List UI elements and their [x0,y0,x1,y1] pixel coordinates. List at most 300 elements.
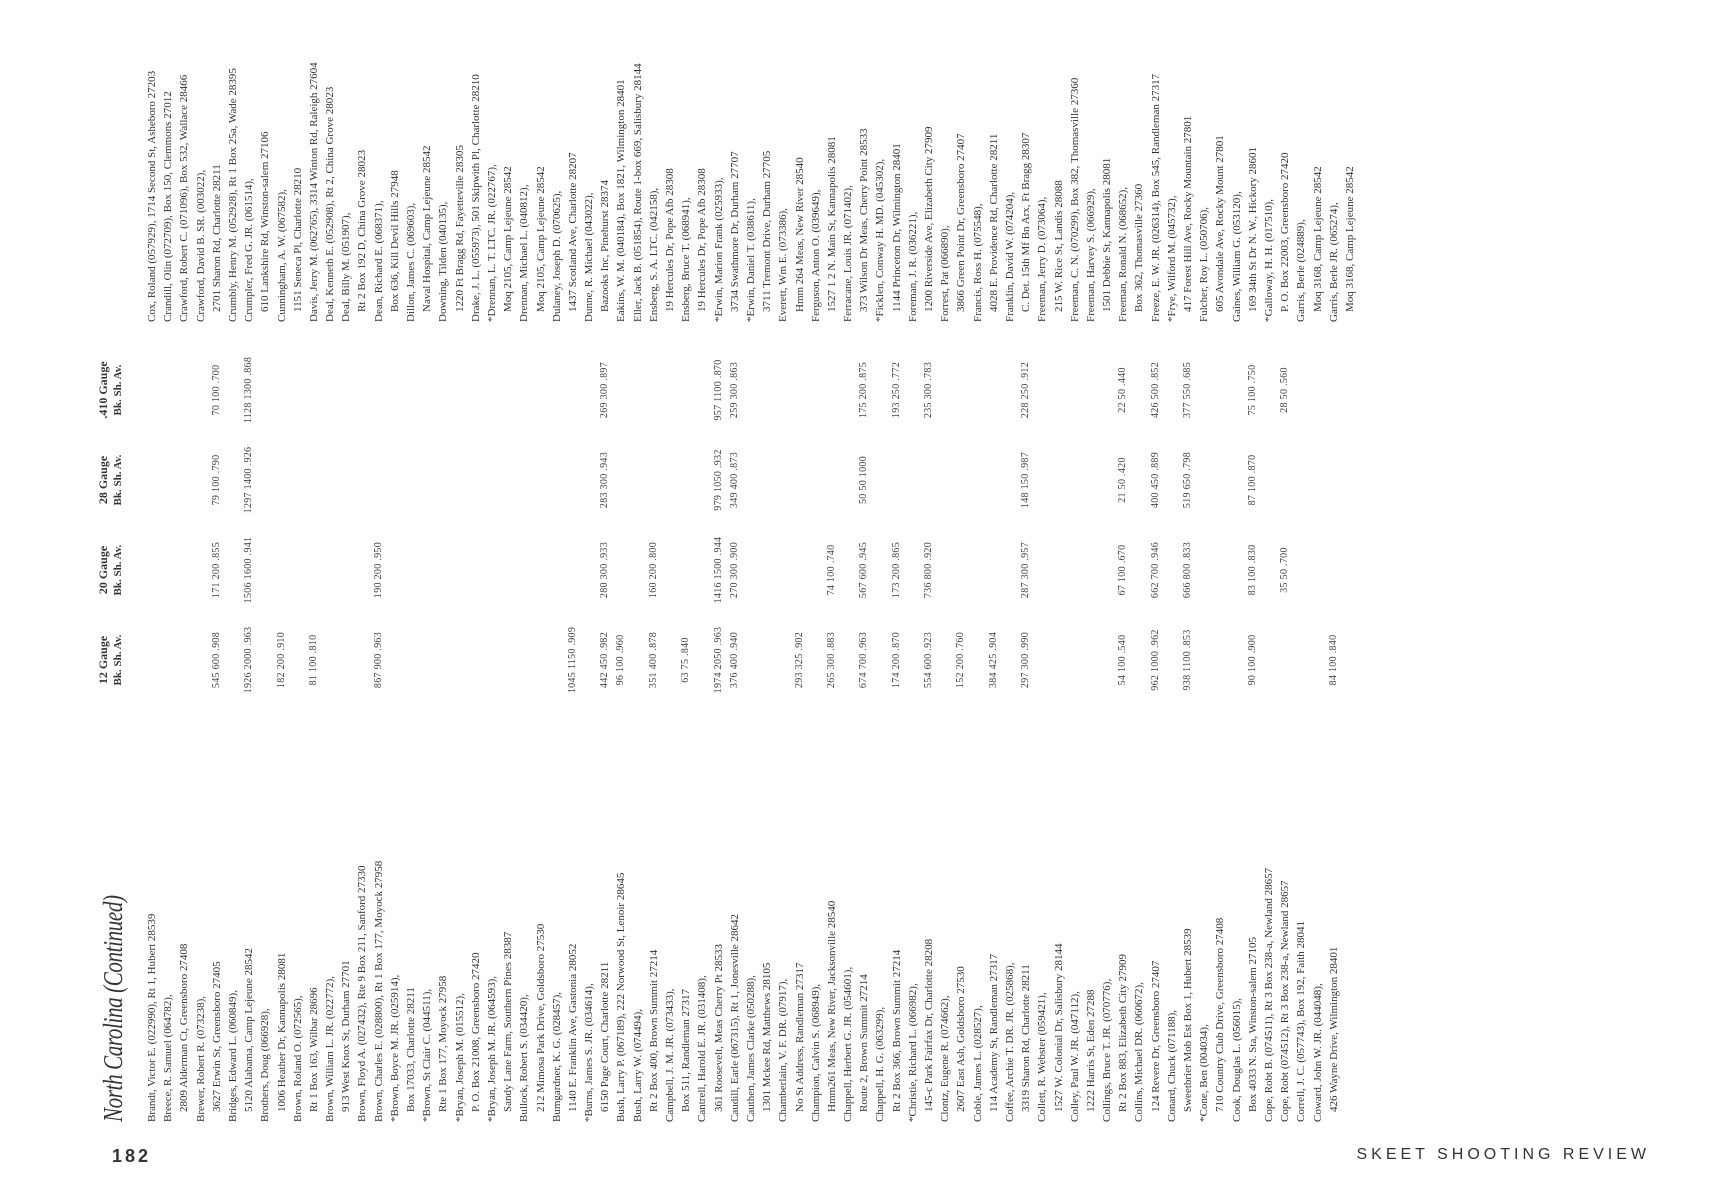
shooter-name: Ensberg, Bruce T. (068941), [680,197,693,322]
shooter-entry-row [209,322,225,1122]
shooter-name: Garris, Berle (024889), [1295,219,1308,322]
shooter-address: Moq 2105, Camp Lejeune 28542 [502,166,515,312]
shooter-name: Bumgardner, K. G. (028457), [550,991,563,1122]
shooter-entry-row [921,322,937,1122]
shooter-entry-row [403,322,419,1122]
shooter-entry-row [727,0,743,322]
score-12-gauge: 351 400 .878 [647,631,659,689]
shooter-entry-row [1148,322,1164,1122]
shooter-entry-row [662,0,678,322]
score-28-gauge: 1297 1400 .926 [243,446,255,514]
shooter-name: Dulaney, Joseph D. (070625), [550,190,563,322]
shooter-entry-row [387,0,403,322]
shooter-name: Crumbly, Henry M. (052928), Rt 1 Box 25a, Wade 28395 [226,68,239,322]
shooter-entry-row [937,322,953,1122]
shooter-address: 3627 Erwin St, Greensboro 27405 [210,961,223,1112]
shooter-entry-row [306,322,322,1122]
shooter-entry-row [176,0,192,322]
shooter-entry-row [889,0,905,322]
score-28-gauge: 979 1050 .932 [712,449,724,511]
shooter-entry-row [597,322,613,1122]
score-28-gauge: 79 100 .790 [210,454,222,506]
score-410-gauge: 228 250 .912 [1020,361,1032,419]
shooter-entry-row [1131,0,1147,322]
shooter-address: 215 W. Rice St, Landis 28088 [1052,180,1065,312]
shooter-entry-row [144,0,160,322]
shooter-entry-row [856,0,872,322]
shooter-entry-row [1310,322,1326,1122]
shooter-address: Box 636, Kill Devil Hills 27948 [388,170,401,312]
shooter-name: *Bryan, Joseph M. JR. (064593), [485,975,498,1122]
shooter-name: Freeze, E. W. JR. (026314), Box 545, Randleman 27317 [1149,73,1162,322]
shooter-entry-row [241,0,257,322]
shooter-entry-row [371,0,387,322]
shooter-address: C. Det. 15th Mf Bn Arx, Ft Bragg 28307 [1020,132,1033,312]
score-410-gauge: 259 300 .863 [728,361,740,419]
shooter-address: 19 Hercules Dr, Pope Afb 28308 [696,168,709,312]
score-20-gauge: 280 300 .933 [599,541,611,599]
shooter-name: *Burns, James S. JR. (034614), [583,983,596,1122]
shooter-entry-row [403,0,419,322]
shooter-entry-row [630,0,646,322]
shooter-name: Colley, Paul W. JR. (047112), [1068,991,1081,1122]
shooter-address: Rt 2 Box 192 D, China Grove 28023 [356,150,369,312]
shooter-name: Brandt, Victor E. (022990), Rt 1, Hubert 28539 [146,913,158,1122]
score-20-gauge: 35 50 .700 [1279,547,1291,593]
shooter-name: Gaines, William G. (053120), [1230,191,1243,322]
gauge-header-12: 12 Gauge Bk. Sh. Av. [96,634,124,686]
shooter-entry-row [274,0,290,322]
shooter-address: 6150 Page Court, Charlotte 28211 [599,961,612,1112]
shooter-name: Dunne, R. Michael (043022), [583,192,596,322]
score-20-gauge: 1416 1500 .944 [712,536,724,604]
gauge-header-410: .410 Gauge Bk. Sh. Av. [96,361,124,419]
shooter-entry-row [1067,0,1083,322]
score-12-gauge: 84 100 .840 [1327,634,1339,686]
shooter-entry-row [1277,0,1293,322]
shooter-entry-row [160,322,176,1122]
shooter-entry-row [953,322,969,1122]
shooter-entry-row [484,322,500,1122]
shooter-entry-row [646,322,662,1122]
shooter-address: 145-c Park Fairfax Dr, Charlotte 28208 [923,938,935,1112]
shooter-name: *Erwin, Marion Frank (025933), [712,177,725,322]
shooter-address: 426 Wayne Drive, Wilmington 28401 [1327,946,1340,1112]
shooter-entry-row [241,322,257,1122]
shooter-name: Foreman, J. R. (036221), [906,211,919,322]
shooter-entry-row [549,0,565,322]
shooter-name: Cope, Robt B. (074511), Rt 3 Box 238-a, Newland 28657 [1262,867,1275,1122]
shooter-address: 417 Forest Hill Ave, Rocky Mountain 27801 [1182,115,1194,312]
shooter-entry-row [1115,322,1131,1122]
score-12-gauge: 674 700 .963 [858,631,870,689]
shooter-name: *Galloway, H. H. (017510), [1262,198,1275,322]
shooter-address: Rt 2 Box 400, Brown Summit 27214 [647,949,660,1112]
shooter-name: Brown, Roland O. (072565), [291,995,304,1122]
shooter-address: 169 34th St Dr N. W., Hickory 28601 [1246,147,1259,312]
shooter-name: Cunningham, A. W. (067582), [275,189,288,322]
shooter-entry-row [970,0,986,322]
shooter-entry-row [193,322,209,1122]
score-20-gauge: 666 800 .833 [1182,541,1193,599]
score-410-gauge: 1128 1300 .868 [243,356,255,424]
shooter-name: Cope, Robt (074512), Rt 3 Box 238-a, Newland 28657 [1279,880,1292,1122]
shooter-name: Downing, Tilden (040135), [437,201,450,322]
shooter-entry-row [225,0,241,322]
shooter-name: Campbell, J. M. JR. (073433), [664,988,676,1122]
score-12-gauge: 962 1000 .962 [1149,629,1161,691]
score-28-gauge: 519 650 .798 [1182,451,1193,509]
shooter-entry-row [808,0,824,322]
score-20-gauge: 74 100 .740 [825,544,837,596]
shooter-entry-row [840,0,856,322]
shooter-entry-row [1212,0,1228,322]
shooter-name: Ferguson, Anton O. (039649), [809,189,822,322]
shooter-entry-row [1083,0,1099,322]
shooter-name: Eller, Jack B. (051854), Route 1-box 669, Salisbury 28144 [631,63,644,322]
shooter-address: Box 362, Thomasville 27360 [1133,183,1146,312]
shooter-entry-row [1326,0,1342,322]
shooter-address: Route 2, Brown Summit 27214 [858,974,871,1112]
shooter-entry-row [775,322,791,1122]
shooter-name: *Brown, Boyce M. JR. (025914), [388,974,401,1122]
shooter-name: Cantrell, Harold E. JR. (031408), [696,975,709,1122]
shooter-entry-row [889,322,905,1122]
score-12-gauge: 265 300 .883 [825,631,837,689]
shooter-entry-row [694,322,710,1122]
score-410-gauge: 175 200 .875 [858,361,870,419]
shooter-address: Sweetbrier Mob Est Box 1, Hubert 28539 [1182,928,1194,1112]
shooter-entry-row [905,322,921,1122]
shooter-address: 1144 Princeton Dr, Wilmington 28401 [890,143,903,312]
shooter-entry-row [1310,0,1326,322]
shooter-entry-row [516,0,532,322]
shooter-name: Crumpler, Fred G. JR. (061514), [243,178,256,322]
shooter-entry-row [759,322,775,1122]
shooter-entry-row [225,322,241,1122]
score-12-gauge: 1045 1150 .909 [566,626,578,694]
shooter-entry-row [1293,322,1309,1122]
shooter-entry-row [419,0,435,322]
shooter-entry-row [322,0,338,322]
page-number: 182 [112,1146,152,1166]
score-12-gauge: 384 425 .904 [987,631,999,689]
shooter-entry-row [905,0,921,322]
shooter-name: Freeman, Jerry D. (073064), [1036,196,1049,322]
shooter-address: 913 West Knox St, Durham 27701 [340,960,353,1112]
shooter-entry-row [840,322,856,1122]
shooter-name: Chamberlain, V. F. DR. (07917), [777,978,790,1122]
shooter-entry-row [1131,322,1147,1122]
shooter-entry-row [921,0,937,322]
shooter-name: *Drennan, L. T. LTC. JR. (022767), [485,164,498,322]
shooter-name: Deal, Kenneth E. (052908), Rt 2, China Grove 28023 [324,86,337,322]
shooter-address: 3734 Swathmore Dr, Durham 27707 [728,151,741,312]
shooter-name: *Cone, Ben (004034), [1198,1024,1211,1122]
shooter-entry-row [953,0,969,322]
shooter-entry-row [290,322,306,1122]
shooter-name: Dean, Richard E. (068371), [372,200,385,322]
shooter-address: 2607 East Ash, Goldsboro 27530 [955,966,968,1112]
shooter-address: 1006 Heather Dr, Kannapolis 28081 [275,952,288,1112]
score-12-gauge: 867 900 .963 [372,631,384,689]
score-20-gauge: 173 200 .865 [890,541,902,599]
score-410-gauge: 235 300 .783 [923,361,934,419]
shooter-name: Davis, Jerry M. (062765), 3314 Winton Rd, Raleigh 27604 [307,62,320,322]
shooter-entry-row [775,0,791,322]
shooter-address: Rt 1 Box 163, Wilbar 28696 [307,987,320,1112]
page-footer [90,1146,1650,1176]
shooter-address: 1200 Riverside Ave, Elizabeth City 27909 [923,126,935,312]
shooter-entry-row [1148,0,1164,322]
shooter-name: Bush, Larry P. (067189), 222 Norwood St, Lenoir 28645 [615,872,628,1122]
shooter-entry-row [1067,322,1083,1122]
shooter-address: Sandy Lane Farm, Southern Pines 28387 [502,931,515,1112]
shooter-name: Crawford, David B. SR. (003022), [194,169,207,322]
shooter-name: Coble, James L. (028527), [971,1005,984,1122]
shooter-address: 1220 Ft Bragg Rd, Fayetteville 28305 [453,145,466,312]
shooter-address: 114 Academy St, Randleman 27317 [987,953,1000,1112]
shooter-entry-row [516,322,532,1122]
shooter-entry-row [1261,0,1277,322]
score-12-gauge: 96 100 .960 [615,634,627,686]
shooter-entry-row [1180,0,1196,322]
shooter-entry-row [792,322,808,1122]
gauge-headers-right [92,0,142,322]
shooter-entry-row [1164,322,1180,1122]
shooter-name: Collins, Michael DR. (060672), [1133,982,1146,1122]
shooter-entry-row [986,0,1002,322]
shooter-address: 1151 Seneca Pl, Charlotte 28210 [291,167,304,312]
shooter-address: 1140 E. Franklin Ave, Gastonia 28052 [566,943,579,1112]
shooter-entry-row [144,322,160,1122]
shooter-entry-row [1196,322,1212,1122]
shooter-name: Drennan, Michael L. (040812), [518,184,531,322]
shooter-entry-row [824,322,840,1122]
shooter-name: Franklin, David W. (074204), [1003,191,1016,322]
shooter-name: Brown, Charles E. (028800), Rt 1 Box 177, Moyock 27958 [372,860,385,1122]
shooter-name: *Erwin, Daniel T. (038611), [744,198,757,322]
shooter-name: Chappell, Herbert G. JR. (054601), [842,966,855,1122]
shooter-address: Moq 3168, Camp Lejeune 28542 [1311,166,1324,312]
left-column [92,322,1682,1122]
shooter-address: 710 Country Club Drive, Greensboro 27408 [1214,917,1227,1112]
shooter-entry-row [662,322,678,1122]
shooter-entry-row [1018,0,1034,322]
shooter-address: Moq 2105, Camp Lejeune 28542 [534,166,547,312]
score-12-gauge: 376 400 .940 [728,631,740,689]
shooter-name: Ensberg, S. A. LTC. (042158), [647,187,660,322]
shooter-entry-row [711,322,727,1122]
score-28-gauge: 349 400 .873 [728,451,740,509]
shooter-address: 1301 Mckee Rd, Matthews 28105 [761,962,774,1112]
shooter-name: Coward, John W. JR. (044048), [1311,983,1324,1122]
gauge-header-20: 20 Gauge Bk. Sh. Av. [96,544,124,596]
left-entry-list [144,322,1342,1122]
shooter-entry-row [1277,322,1293,1122]
score-20-gauge: 160 200 .800 [647,541,659,599]
shooter-name: Fulcher, Roy L. (050706), [1198,206,1211,322]
shooter-entry-row [1293,0,1309,322]
shooter-entry-row [257,0,273,322]
shooter-entry-row [338,0,354,322]
shooter-entry-row [1099,0,1115,322]
score-20-gauge: 736 800 .920 [923,541,934,599]
shooter-name: Freeman, Harvey S. (066929), [1084,188,1097,322]
shooter-name: Cook, Douglas L. (056015), [1230,997,1243,1122]
shooter-entry-row [1002,0,1018,322]
shooter-name: Conard, Chuck (071188), [1165,1009,1178,1122]
shooter-name: Breece, R. Samuel (064782), [162,994,175,1122]
shooter-name: Bridges, Edward L. (060849), [226,990,239,1122]
shooter-name: Correll, J. C. (057743), Box 192, Faith 28041 [1295,920,1308,1122]
shooter-entry-row [452,322,468,1122]
score-410-gauge: 377 550 .685 [1182,361,1193,419]
shooter-address: Hmm261 Meas, New River, Jacksonville 28540 [825,900,838,1112]
shooter-name: Crandill, Olin (072709), Box 150, Clemmons 27012 [162,91,175,322]
shooter-entry-row [856,322,872,1122]
score-20-gauge: 662 700 .946 [1149,541,1161,599]
shooter-address: 3711 Tremont Drive, Durham 27705 [761,150,774,312]
shooter-address: 1222 Harris St, Eden 27288 [1084,989,1097,1112]
shooter-entry-row [1229,0,1245,322]
section-title: North Carolina (Continued) [98,895,128,1122]
score-28-gauge: 283 300 .943 [599,451,611,509]
shooter-address: Bazooks Inc, Pinehurst 28374 [599,180,612,312]
shooter-entry-row [597,0,613,322]
score-12-gauge: 81 100 .810 [307,634,319,686]
shooter-entry-row [1212,322,1228,1122]
shooter-name: Brown, Floyd A. (027432), Rte 9 Box 211, Sanford 27330 [356,865,369,1122]
score-410-gauge: 70 100 .700 [210,364,222,416]
shooter-entry-row [759,0,775,322]
score-12-gauge: 545 600 .908 [210,631,222,689]
score-28-gauge: 148 150 .987 [1020,451,1032,509]
shooter-entry-row [1245,322,1261,1122]
shooter-address: 610 Lankshire Rd, Winston-salem 27106 [259,131,272,312]
score-12-gauge: 297 300 .990 [1020,631,1032,689]
shooter-name: Forrest, Pat (066890), [939,225,952,322]
shooter-entry-row [872,0,888,322]
shooter-name: *Bryan, Joseph M. (015512), [453,993,466,1122]
shooter-entry-row [630,322,646,1122]
shooter-name: Everett, Wm E. (073386), [777,207,790,322]
score-410-gauge: 426 500 .852 [1149,361,1161,419]
shooter-address: 2701 Sharon Rd, Charlotte 28211 [210,164,223,312]
score-410-gauge: 269 300 .897 [599,361,611,419]
score-12-gauge: 938 1100 .853 [1182,629,1193,691]
shooter-name: Bullock, Robert S. (034420), [518,994,531,1122]
shooter-name: Coffee, Archie T. DR. JR. (025868), [1003,962,1016,1122]
shooter-name: Caudill, Earle (067315), Rt 1, Jonesville 28642 [728,913,741,1122]
score-12-gauge: 174 200 .870 [890,631,902,689]
shooter-address: Naval Hospital, Camp Lejeune 28542 [421,145,434,312]
shooter-entry-row [1051,0,1067,322]
shooter-entry-row [274,322,290,1122]
shooter-address: Box 4033 N. Sta, Winston-salem 27105 [1246,936,1259,1112]
shooter-entry-row [1034,0,1050,322]
score-20-gauge: 171 200 .855 [210,541,222,599]
shooter-entry-row [160,0,176,322]
score-410-gauge: 22 50 .440 [1117,367,1129,413]
shooter-entry-row [743,322,759,1122]
shooter-address: Box 17033, Charlotte 28211 [405,987,417,1112]
shooter-name: Francis, Ross H. (075548), [971,203,984,322]
shooter-address: 1527 1 2 N. Main St, Kannapolis 28081 [825,136,838,312]
shooter-address: 3319 Sharon Rd, Charlotte 28211 [1020,964,1033,1112]
shooter-entry-row [435,0,451,322]
shooter-address: Hmm 264 Meas, New River 28540 [793,157,806,312]
shooter-address: Rt 2 Box 883, Elizabeth City 27909 [1117,954,1130,1112]
shooter-entry-row [1099,322,1115,1122]
shooter-entry-row [452,0,468,322]
shooter-entry-row [1245,0,1261,322]
right-column [92,0,1682,322]
shooter-entry-row [1261,322,1277,1122]
shooter-entry-row [257,322,273,1122]
shooter-address: Box 511, Randleman 27317 [680,988,693,1112]
shooter-entry-row [419,322,435,1122]
shooter-name: Bush, Larry W. (074494), [631,1008,644,1122]
shooter-name: Freeman, C. N. (070299), Box 382, Thomasville 27360 [1068,77,1081,322]
shooter-entry-row [549,322,565,1122]
shooter-entry-row [1164,0,1180,322]
score-28-gauge: 50 50 1000 [858,456,870,504]
publication-title: SKEET SHOOTING REVIEW [1356,1146,1650,1163]
score-20-gauge: 190 200 .950 [372,541,384,599]
shooter-address: 124 Revere Dr, Greensboro 27407 [1149,960,1162,1112]
shooter-entry-row [872,322,888,1122]
shooter-entry-row [1083,322,1099,1122]
score-20-gauge: 83 100 .830 [1246,544,1258,596]
score-20-gauge: 270 300 .900 [728,541,740,599]
shooter-entry-row [354,322,370,1122]
shooter-entry-row [792,0,808,322]
shooter-entry-row [1326,322,1342,1122]
shooter-name: Brothers, Doug (066928), [259,1008,272,1122]
shooter-entry-row [743,0,759,322]
shooter-name: *Ficklen, Conway H. MD. (045302), [874,158,887,322]
shooter-name: Champion, Calvin S. (068949), [809,983,822,1122]
shooter-name: Freeman, Ronald N. (068652), [1117,186,1130,322]
score-20-gauge: 567 600 .945 [858,541,870,599]
shooter-entry-row [371,322,387,1122]
shooter-address: 19 Hercules Dr, Pope Afb 28308 [664,168,676,312]
shooter-address: P. O. Box 22003, Greensboro 27420 [1279,152,1292,312]
score-12-gauge: 182 200 .910 [275,631,287,689]
rotated-score-sheet [92,12,1682,1122]
shooter-entry-row [290,0,306,322]
shooter-address: 5120 Alabama, Camp Lejeune 28542 [243,947,256,1112]
score-20-gauge: 287 300 .957 [1020,541,1032,599]
shooter-entry-row [1180,322,1196,1122]
shooter-name: Brown, William L. JR. (022772), [324,975,337,1122]
shooter-entry-row [646,0,662,322]
score-12-gauge: 90 100 .900 [1246,634,1258,686]
shooter-entry-row [986,322,1002,1122]
shooter-address: P. O. Box 21008, Greensboro 27420 [469,952,482,1112]
shooter-name: *Brown, St Clair C. (044511), [421,988,434,1122]
gauge-headers-left [92,322,142,1122]
shooter-name: Cox, Roland (057929), 1714 Second St, Asheboro 27203 [146,70,158,322]
shooter-name: Collett, R. Webster (059421), [1036,992,1049,1122]
shooter-name: Deal, Billy M. (051907), [340,212,353,322]
shooter-name: *Christie, Richard L. (066982), [906,983,919,1122]
shooter-name: Cauthen, James Clarke (050288), [744,975,757,1122]
shooter-address: Rte 1 Box 177, Moyock 27958 [437,975,450,1112]
right-entry-list [144,0,1358,322]
shooter-name: Chappell, H. G. (063299), [874,1006,887,1122]
